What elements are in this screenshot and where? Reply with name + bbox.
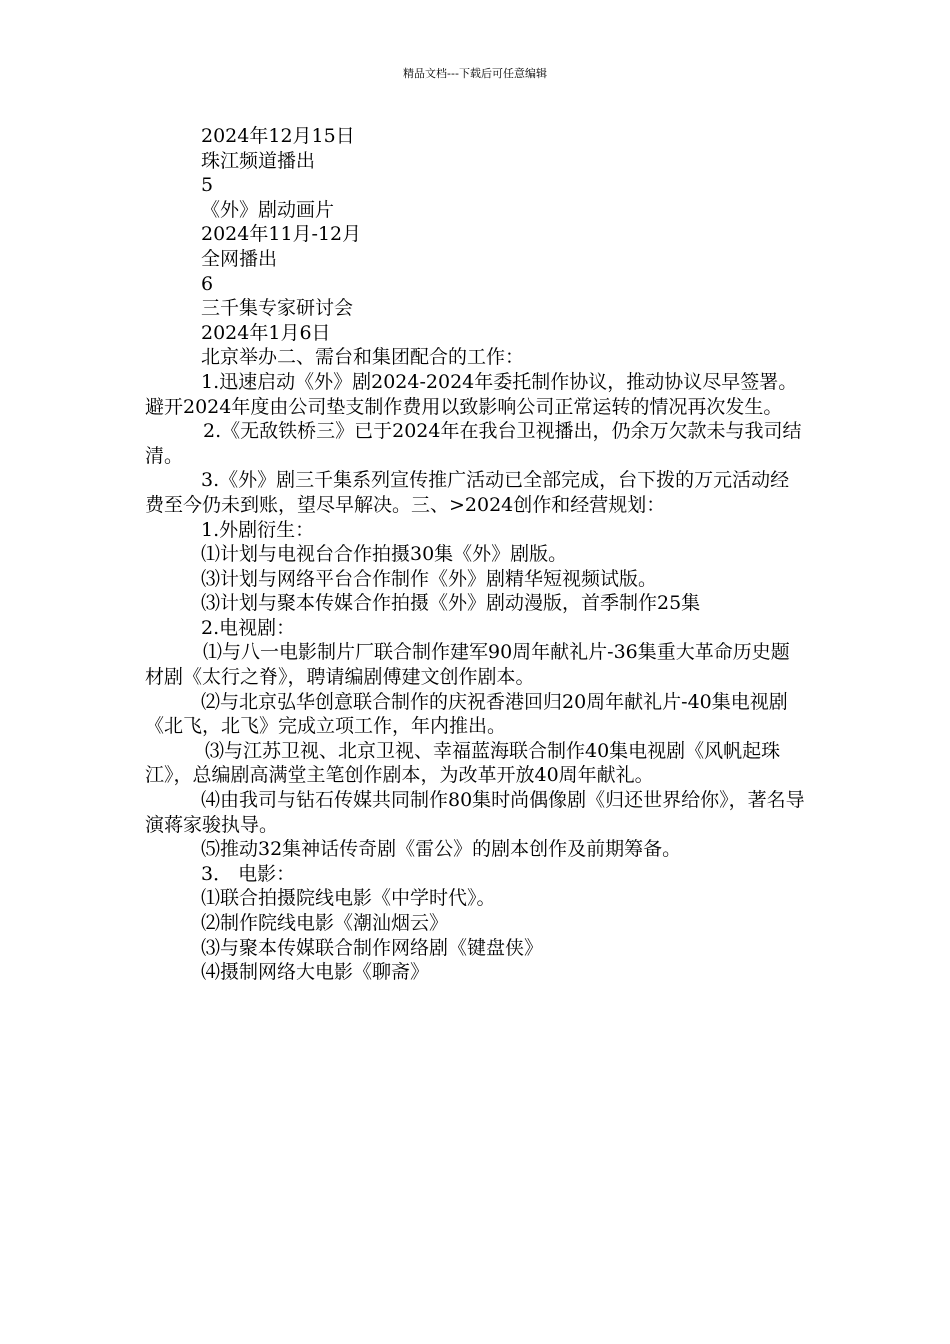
section-heading: 2.电视剧： — [201, 616, 296, 639]
list-item: ⑸推动32集神话传奇剧《雷公》的剧本创作及前期筹备。 — [201, 838, 682, 861]
list-item: ⑶计划与网络平台合作制作《外》剧精华短视频试版。 — [201, 567, 658, 590]
page-header: 精品文档---下载后可任意编辑 — [403, 67, 547, 80]
text-line: 三千集专家研讨会 — [201, 297, 354, 320]
section-heading: 3． 电影： — [201, 862, 296, 885]
text-line: 珠江频道播出 — [201, 149, 316, 172]
document-body — [145, 124, 807, 985]
paragraph: 2.《无敌铁桥三》已于2024年在我台卫视播出，仍余万欠款未与我司结清。 — [145, 420, 802, 467]
text-line: 6 — [201, 272, 214, 295]
list-item: ⑷由我司与钻石传媒共同制作80集时尚偶像剧《归还世界给你》，著名导演蒋家骏执导。 — [145, 789, 805, 836]
paragraph: 3.《外》剧三千集系列宣传推广活动已全部完成，台下拨的万元活动经费至今仍未到账，望尽早解决。三、>2024创作和经营规划： — [145, 469, 790, 516]
list-item: ⑶与江苏卫视、北京卫视、幸福蓝海联合制作40集电视剧《风帆起珠江》，总编剧高满堂主笔创作剧本，为改革开放40周年献礼。 — [145, 739, 781, 787]
text-line: 2024年1月6日 — [201, 321, 331, 344]
list-item: ⑶计划与聚本传媒合作拍摄《外》剧动漫版，首季制作25集 — [201, 592, 701, 615]
paragraph: 1.迅速启动《外》剧2024-2024年委托制作协议，推动协议尽早签署。避开2024年度由公司垫支制作费用以致影响公司正常运转的情况再次发生。 — [145, 370, 798, 418]
list-item: ⑴联合拍摄院线电影《中学时代》。 — [201, 887, 496, 910]
list-item: ⑴计划与电视台合作拍摄30集《外》剧版。 — [201, 543, 568, 566]
list-item: ⑴与八一电影制片厂联合制作建军90周年献礼片-36集重大革命历史题材剧《太行之脊》，聘请编剧傅建文创作剧本。 — [145, 641, 790, 689]
text-line: 2024年12月15日 — [201, 125, 355, 147]
list-item: ⑵制作院线电影《潮汕烟云》 — [201, 912, 449, 934]
text-line: 2024年11月-12月 — [201, 223, 362, 246]
list-item: ⑶与聚本传媒联合制作网络剧《键盘侠》 — [201, 936, 544, 959]
text-line: 北京举办二、需台和集团配合的工作： — [201, 346, 525, 369]
list-item: ⑷摄制网络大电影《聊斋》 — [201, 961, 430, 984]
text-line: 《外》剧动画片 — [201, 198, 335, 221]
text-line: 全网播出 — [201, 247, 278, 270]
text-line: 5 — [201, 174, 214, 197]
list-item: ⑵与北京弘华创意联合制作的庆祝香港回归20周年献礼片-40集电视剧《北飞，北飞》完成立项工作，年内推出。 — [145, 690, 788, 738]
section-heading: 1.外剧衍生： — [201, 518, 315, 541]
